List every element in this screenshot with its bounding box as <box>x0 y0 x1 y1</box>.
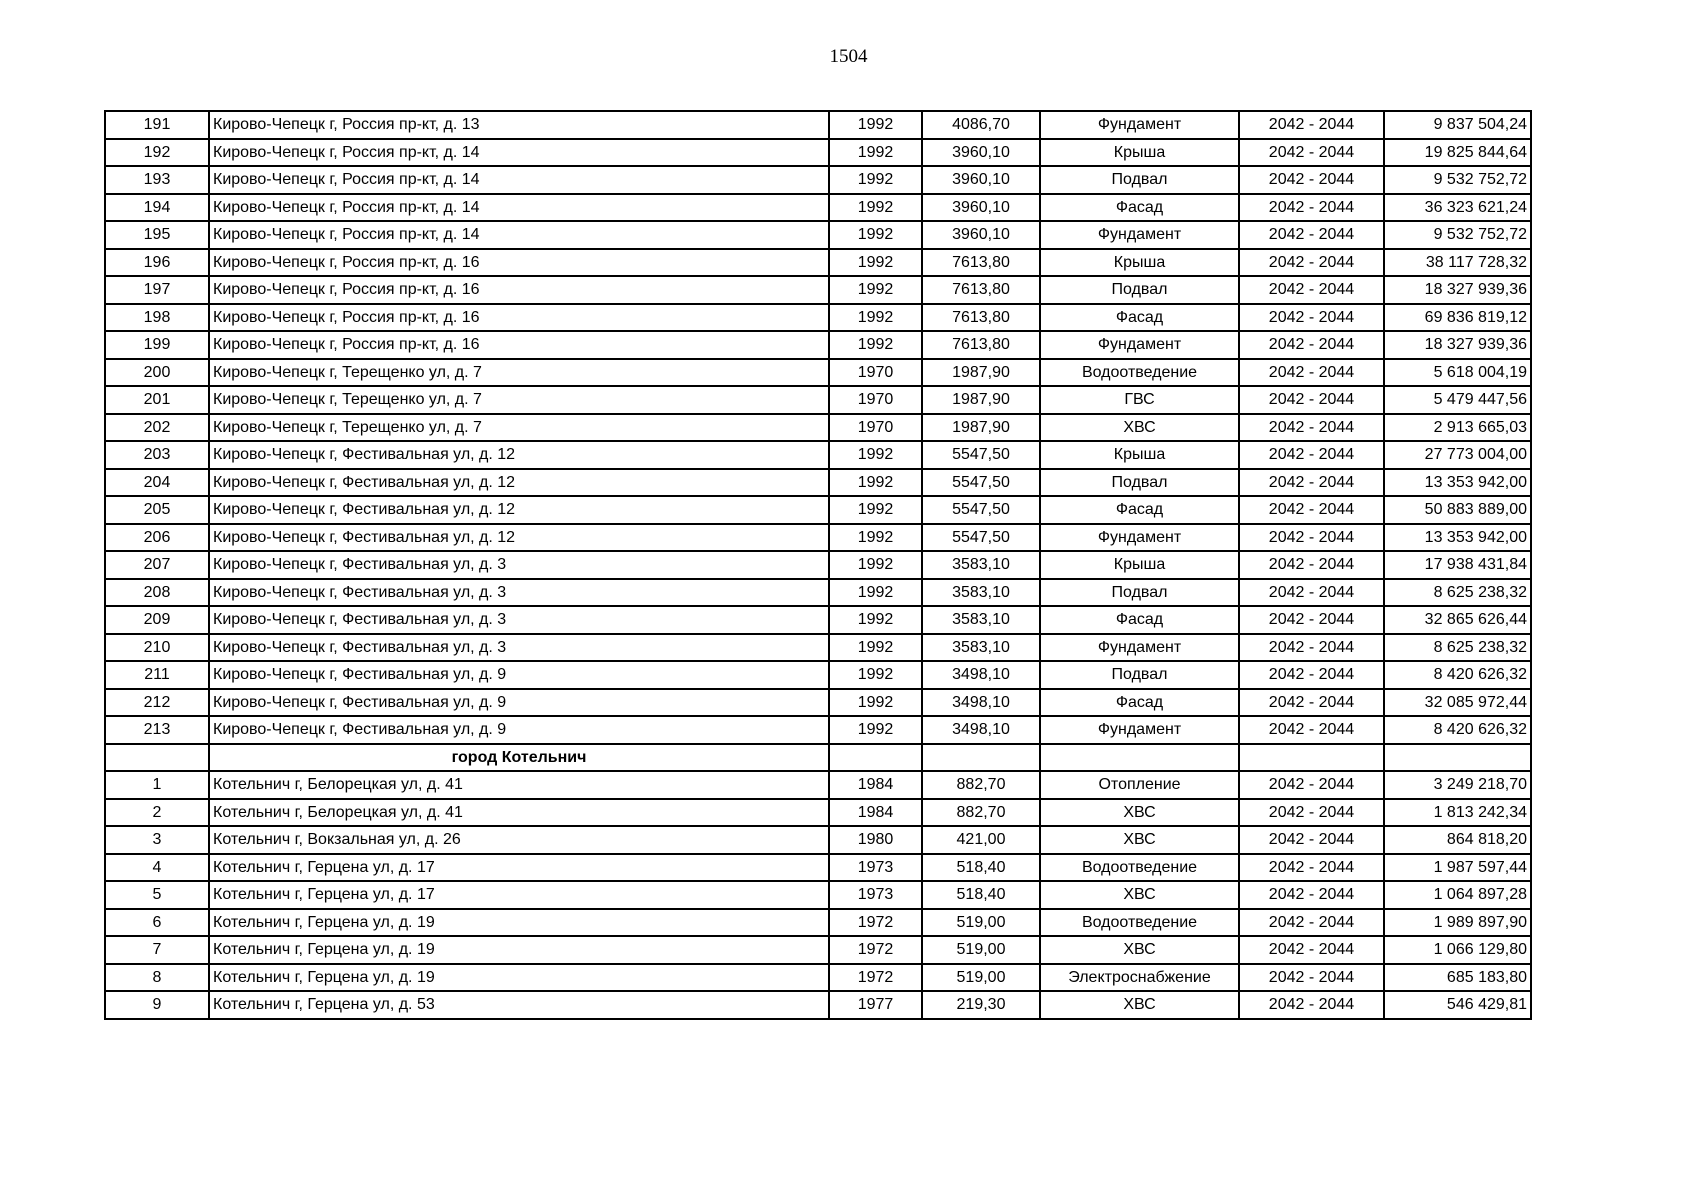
row-year: 1992 <box>829 551 922 579</box>
row-number: 208 <box>105 579 209 607</box>
row-year: 1992 <box>829 304 922 332</box>
row-period: 2042 - 2044 <box>1239 441 1384 469</box>
row-work-type: Подвал <box>1040 166 1239 194</box>
table-row <box>105 441 1531 469</box>
row-area: 3498,10 <box>922 716 1040 744</box>
row-cost: 3 249 218,70 <box>1384 771 1531 799</box>
row-address: Кирово-Чепецк г, Фестивальная ул, д. 3 <box>209 579 829 607</box>
row-period: 2042 - 2044 <box>1239 414 1384 442</box>
row-area: 518,40 <box>922 881 1040 909</box>
row-period: 2042 - 2044 <box>1239 606 1384 634</box>
row-period: 2042 - 2044 <box>1239 854 1384 882</box>
row-area: 1987,90 <box>922 386 1040 414</box>
row-area: 4086,70 <box>922 111 1040 139</box>
row-address: Котельнич г, Белорецкая ул, д. 41 <box>209 799 829 827</box>
row-address: Кирово-Чепецк г, Россия пр-кт, д. 16 <box>209 249 829 277</box>
row-work-type: Подвал <box>1040 661 1239 689</box>
row-period: 2042 - 2044 <box>1239 551 1384 579</box>
row-number: 192 <box>105 139 209 167</box>
row-year: 1973 <box>829 881 922 909</box>
row-cost: 9 532 752,72 <box>1384 166 1531 194</box>
row-address: Котельнич г, Герцена ул, д. 19 <box>209 964 829 992</box>
row-number: 193 <box>105 166 209 194</box>
row-period: 2042 - 2044 <box>1239 909 1384 937</box>
table-row <box>105 551 1531 579</box>
row-work-type: Водоотведение <box>1040 854 1239 882</box>
row-address: Кирово-Чепецк г, Россия пр-кт, д. 14 <box>209 166 829 194</box>
row-area: 3498,10 <box>922 689 1040 717</box>
row-cost: 9 837 504,24 <box>1384 111 1531 139</box>
row-cost: 8 420 626,32 <box>1384 661 1531 689</box>
row-period: 2042 - 2044 <box>1239 221 1384 249</box>
row-number: 204 <box>105 469 209 497</box>
row-work-type: Крыша <box>1040 249 1239 277</box>
row-period: 2042 - 2044 <box>1239 249 1384 277</box>
row-area: 5547,50 <box>922 524 1040 552</box>
row-cost <box>1384 744 1531 772</box>
row-work-type: Крыша <box>1040 441 1239 469</box>
row-area: 1987,90 <box>922 359 1040 387</box>
row-address: Кирово-Чепецк г, Фестивальная ул, д. 3 <box>209 634 829 662</box>
row-cost: 13 353 942,00 <box>1384 469 1531 497</box>
row-period: 2042 - 2044 <box>1239 139 1384 167</box>
row-work-type: ХВС <box>1040 881 1239 909</box>
row-cost: 36 323 621,24 <box>1384 194 1531 222</box>
row-year: 1992 <box>829 469 922 497</box>
row-area: 7613,80 <box>922 276 1040 304</box>
row-cost: 27 773 004,00 <box>1384 441 1531 469</box>
section-title: город Котельнич <box>209 744 829 772</box>
row-work-type: Электроснабжение <box>1040 964 1239 992</box>
row-address: Кирово-Чепецк г, Фестивальная ул, д. 3 <box>209 606 829 634</box>
row-cost: 32 865 626,44 <box>1384 606 1531 634</box>
section-header-row <box>105 744 1531 772</box>
row-year: 1992 <box>829 139 922 167</box>
row-work-type: Подвал <box>1040 276 1239 304</box>
row-cost: 685 183,80 <box>1384 964 1531 992</box>
table-row <box>105 194 1531 222</box>
row-number: 200 <box>105 359 209 387</box>
row-period: 2042 - 2044 <box>1239 661 1384 689</box>
row-area: 3583,10 <box>922 579 1040 607</box>
row-cost: 17 938 431,84 <box>1384 551 1531 579</box>
table-row <box>105 881 1531 909</box>
row-year: 1992 <box>829 249 922 277</box>
row-year: 1992 <box>829 716 922 744</box>
page-number: 1504 <box>829 46 868 67</box>
row-period: 2042 - 2044 <box>1239 331 1384 359</box>
row-year <box>829 744 922 772</box>
row-cost: 9 532 752,72 <box>1384 221 1531 249</box>
table-row <box>105 854 1531 882</box>
row-work-type: ХВС <box>1040 826 1239 854</box>
row-address: Котельнич г, Герцена ул, д. 53 <box>209 991 829 1019</box>
row-number: 210 <box>105 634 209 662</box>
table-row <box>105 166 1531 194</box>
row-work-type: Фундамент <box>1040 634 1239 662</box>
row-area: 3583,10 <box>922 551 1040 579</box>
table-row <box>105 386 1531 414</box>
row-address: Кирово-Чепецк г, Россия пр-кт, д. 14 <box>209 139 829 167</box>
row-year: 1992 <box>829 606 922 634</box>
row-year: 1992 <box>829 331 922 359</box>
row-cost: 8 625 238,32 <box>1384 579 1531 607</box>
table-row <box>105 799 1531 827</box>
row-number: 6 <box>105 909 209 937</box>
row-period: 2042 - 2044 <box>1239 579 1384 607</box>
table-row <box>105 221 1531 249</box>
row-period: 2042 - 2044 <box>1239 826 1384 854</box>
row-address: Кирово-Чепецк г, Россия пр-кт, д. 13 <box>209 111 829 139</box>
row-work-type: Фасад <box>1040 689 1239 717</box>
row-year: 1970 <box>829 414 922 442</box>
table-row <box>105 524 1531 552</box>
row-cost: 8 420 626,32 <box>1384 716 1531 744</box>
row-address: Кирово-Чепецк г, Фестивальная ул, д. 9 <box>209 661 829 689</box>
table-row <box>105 111 1531 139</box>
row-work-type: Крыша <box>1040 139 1239 167</box>
row-period: 2042 - 2044 <box>1239 194 1384 222</box>
row-cost: 1 813 242,34 <box>1384 799 1531 827</box>
row-address: Кирово-Чепецк г, Фестивальная ул, д. 9 <box>209 689 829 717</box>
row-cost: 1 987 597,44 <box>1384 854 1531 882</box>
row-area: 3583,10 <box>922 634 1040 662</box>
registry-body <box>105 111 1531 1019</box>
row-number: 7 <box>105 936 209 964</box>
row-number: 4 <box>105 854 209 882</box>
row-area: 518,40 <box>922 854 1040 882</box>
row-number: 198 <box>105 304 209 332</box>
row-address: Кирово-Чепецк г, Фестивальная ул, д. 12 <box>209 496 829 524</box>
row-area: 1987,90 <box>922 414 1040 442</box>
row-work-type: ХВС <box>1040 799 1239 827</box>
row-number: 1 <box>105 771 209 799</box>
row-area: 5547,50 <box>922 469 1040 497</box>
row-area: 5547,50 <box>922 441 1040 469</box>
row-work-type: Фасад <box>1040 496 1239 524</box>
table-row <box>105 469 1531 497</box>
row-year: 1992 <box>829 661 922 689</box>
row-year: 1972 <box>829 909 922 937</box>
row-year: 1992 <box>829 221 922 249</box>
row-number: 9 <box>105 991 209 1019</box>
row-work-type: ХВС <box>1040 414 1239 442</box>
row-work-type: Отопление <box>1040 771 1239 799</box>
row-cost: 38 117 728,32 <box>1384 249 1531 277</box>
row-address: Кирово-Чепецк г, Терещенко ул, д. 7 <box>209 386 829 414</box>
table-row <box>105 359 1531 387</box>
row-period <box>1239 744 1384 772</box>
table-row <box>105 331 1531 359</box>
row-cost: 8 625 238,32 <box>1384 634 1531 662</box>
row-year: 1984 <box>829 799 922 827</box>
row-period: 2042 - 2044 <box>1239 359 1384 387</box>
row-address: Кирово-Чепецк г, Россия пр-кт, д. 16 <box>209 304 829 332</box>
row-address: Кирово-Чепецк г, Россия пр-кт, д. 14 <box>209 221 829 249</box>
row-work-type: Фасад <box>1040 304 1239 332</box>
table-row <box>105 991 1531 1019</box>
row-number: 3 <box>105 826 209 854</box>
row-work-type: Фасад <box>1040 606 1239 634</box>
row-address: Котельнич г, Герцена ул, д. 17 <box>209 881 829 909</box>
row-area <box>922 744 1040 772</box>
table-row <box>105 606 1531 634</box>
row-area: 519,00 <box>922 936 1040 964</box>
row-work-type: Подвал <box>1040 469 1239 497</box>
row-area: 882,70 <box>922 771 1040 799</box>
row-work-type: Фундамент <box>1040 111 1239 139</box>
table-row <box>105 634 1531 662</box>
row-address: Кирово-Чепецк г, Фестивальная ул, д. 12 <box>209 441 829 469</box>
row-cost: 5 618 004,19 <box>1384 359 1531 387</box>
row-address: Кирово-Чепецк г, Россия пр-кт, д. 16 <box>209 331 829 359</box>
row-address: Кирово-Чепецк г, Терещенко ул, д. 7 <box>209 414 829 442</box>
row-period: 2042 - 2044 <box>1239 304 1384 332</box>
row-work-type: Фундамент <box>1040 524 1239 552</box>
row-area: 5547,50 <box>922 496 1040 524</box>
row-cost: 50 883 889,00 <box>1384 496 1531 524</box>
row-address: Котельнич г, Вокзальная ул, д. 26 <box>209 826 829 854</box>
row-area: 219,30 <box>922 991 1040 1019</box>
row-area: 3960,10 <box>922 166 1040 194</box>
row-number: 196 <box>105 249 209 277</box>
row-number: 201 <box>105 386 209 414</box>
table-row <box>105 276 1531 304</box>
row-work-type: Фундамент <box>1040 716 1239 744</box>
row-year: 1972 <box>829 936 922 964</box>
row-period: 2042 - 2044 <box>1239 716 1384 744</box>
row-year: 1992 <box>829 276 922 304</box>
row-number: 209 <box>105 606 209 634</box>
row-number: 197 <box>105 276 209 304</box>
table-row <box>105 579 1531 607</box>
row-year: 1992 <box>829 496 922 524</box>
row-work-type: Фасад <box>1040 194 1239 222</box>
row-area: 3498,10 <box>922 661 1040 689</box>
row-area: 882,70 <box>922 799 1040 827</box>
table-row <box>105 689 1531 717</box>
row-area: 519,00 <box>922 909 1040 937</box>
row-period: 2042 - 2044 <box>1239 496 1384 524</box>
row-year: 1973 <box>829 854 922 882</box>
row-work-type: Подвал <box>1040 579 1239 607</box>
row-number: 202 <box>105 414 209 442</box>
row-work-type: Фундамент <box>1040 331 1239 359</box>
row-period: 2042 - 2044 <box>1239 689 1384 717</box>
row-cost: 18 327 939,36 <box>1384 331 1531 359</box>
row-year: 1970 <box>829 359 922 387</box>
row-work-type: Водоотведение <box>1040 359 1239 387</box>
row-period: 2042 - 2044 <box>1239 799 1384 827</box>
row-address: Кирово-Чепецк г, Фестивальная ул, д. 9 <box>209 716 829 744</box>
row-work-type: ХВС <box>1040 936 1239 964</box>
table-row <box>105 414 1531 442</box>
row-address: Кирово-Чепецк г, Фестивальная ул, д. 12 <box>209 524 829 552</box>
row-area: 3960,10 <box>922 194 1040 222</box>
row-address: Котельнич г, Герцена ул, д. 19 <box>209 909 829 937</box>
row-number: 191 <box>105 111 209 139</box>
row-period: 2042 - 2044 <box>1239 386 1384 414</box>
row-number: 5 <box>105 881 209 909</box>
row-cost: 1 064 897,28 <box>1384 881 1531 909</box>
row-address: Котельнич г, Герцена ул, д. 17 <box>209 854 829 882</box>
row-work-type: ГВС <box>1040 386 1239 414</box>
row-address: Кирово-Чепецк г, Фестивальная ул, д. 3 <box>209 551 829 579</box>
row-area: 3583,10 <box>922 606 1040 634</box>
row-number: 199 <box>105 331 209 359</box>
row-year: 1992 <box>829 524 922 552</box>
row-period: 2042 - 2044 <box>1239 771 1384 799</box>
row-number: 213 <box>105 716 209 744</box>
row-number: 212 <box>105 689 209 717</box>
row-period: 2042 - 2044 <box>1239 936 1384 964</box>
row-year: 1984 <box>829 771 922 799</box>
registry-table <box>104 110 1532 1020</box>
row-period: 2042 - 2044 <box>1239 524 1384 552</box>
row-period: 2042 - 2044 <box>1239 469 1384 497</box>
row-work-type: Крыша <box>1040 551 1239 579</box>
row-number: 2 <box>105 799 209 827</box>
row-address: Кирово-Чепецк г, Терещенко ул, д. 7 <box>209 359 829 387</box>
row-area: 3960,10 <box>922 139 1040 167</box>
row-number: 206 <box>105 524 209 552</box>
row-cost: 864 818,20 <box>1384 826 1531 854</box>
row-area: 421,00 <box>922 826 1040 854</box>
row-number: 207 <box>105 551 209 579</box>
row-year: 1992 <box>829 111 922 139</box>
row-work-type: Фундамент <box>1040 221 1239 249</box>
row-year: 1970 <box>829 386 922 414</box>
table-row <box>105 496 1531 524</box>
row-address: Кирово-Чепецк г, Фестивальная ул, д. 12 <box>209 469 829 497</box>
row-year: 1992 <box>829 689 922 717</box>
row-period: 2042 - 2044 <box>1239 166 1384 194</box>
row-year: 1992 <box>829 166 922 194</box>
row-cost: 1 066 129,80 <box>1384 936 1531 964</box>
row-year: 1992 <box>829 579 922 607</box>
table-row <box>105 964 1531 992</box>
row-area: 7613,80 <box>922 331 1040 359</box>
row-number: 203 <box>105 441 209 469</box>
row-period: 2042 - 2044 <box>1239 276 1384 304</box>
row-area: 7613,80 <box>922 249 1040 277</box>
row-period: 2042 - 2044 <box>1239 634 1384 662</box>
row-address: Кирово-Чепецк г, Россия пр-кт, д. 16 <box>209 276 829 304</box>
row-number: 8 <box>105 964 209 992</box>
row-period: 2042 - 2044 <box>1239 881 1384 909</box>
table-row <box>105 249 1531 277</box>
row-number: 205 <box>105 496 209 524</box>
row-year: 1992 <box>829 634 922 662</box>
row-year: 1992 <box>829 194 922 222</box>
table-row <box>105 771 1531 799</box>
table-row <box>105 661 1531 689</box>
row-cost: 2 913 665,03 <box>1384 414 1531 442</box>
row-number: 211 <box>105 661 209 689</box>
row-area: 7613,80 <box>922 304 1040 332</box>
row-number: 195 <box>105 221 209 249</box>
row-cost: 32 085 972,44 <box>1384 689 1531 717</box>
row-cost: 1 989 897,90 <box>1384 909 1531 937</box>
row-period: 2042 - 2044 <box>1239 991 1384 1019</box>
row-number <box>105 744 209 772</box>
row-cost: 19 825 844,64 <box>1384 139 1531 167</box>
table-row <box>105 909 1531 937</box>
row-period: 2042 - 2044 <box>1239 964 1384 992</box>
row-cost: 5 479 447,56 <box>1384 386 1531 414</box>
row-year: 1972 <box>829 964 922 992</box>
row-year: 1980 <box>829 826 922 854</box>
row-number: 194 <box>105 194 209 222</box>
table-row <box>105 716 1531 744</box>
row-cost: 18 327 939,36 <box>1384 276 1531 304</box>
table-row <box>105 936 1531 964</box>
row-address: Котельнич г, Герцена ул, д. 19 <box>209 936 829 964</box>
row-cost: 546 429,81 <box>1384 991 1531 1019</box>
row-year: 1992 <box>829 441 922 469</box>
row-area: 519,00 <box>922 964 1040 992</box>
table-row <box>105 304 1531 332</box>
row-cost: 13 353 942,00 <box>1384 524 1531 552</box>
table-row <box>105 139 1531 167</box>
row-year: 1977 <box>829 991 922 1019</box>
row-period: 2042 - 2044 <box>1239 111 1384 139</box>
table-row <box>105 826 1531 854</box>
row-address: Кирово-Чепецк г, Россия пр-кт, д. 14 <box>209 194 829 222</box>
row-cost: 69 836 819,12 <box>1384 304 1531 332</box>
row-address: Котельнич г, Белорецкая ул, д. 41 <box>209 771 829 799</box>
row-area: 3960,10 <box>922 221 1040 249</box>
row-work-type <box>1040 744 1239 772</box>
row-work-type: ХВС <box>1040 991 1239 1019</box>
row-work-type: Водоотведение <box>1040 909 1239 937</box>
